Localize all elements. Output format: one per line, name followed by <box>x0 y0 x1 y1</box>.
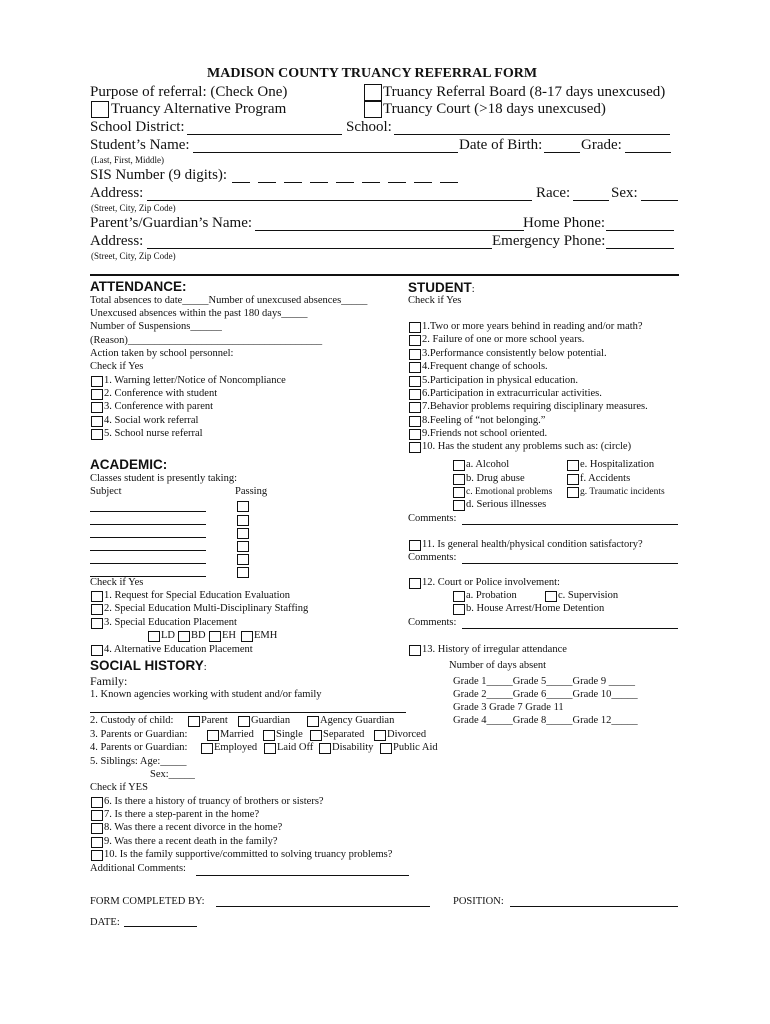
house-arrest-label: b. House Arrest/Home Detention <box>466 603 605 614</box>
work-laidoff-label: Laid Off <box>277 742 314 753</box>
student-check-if-yes: Check if Yes <box>408 295 462 306</box>
social-item-10-checkbox[interactable] <box>91 850 103 861</box>
total-absences-line: Total absences to date_____Number of unexcused absences_____ <box>90 295 368 306</box>
student-item-11-checkbox[interactable] <box>409 540 421 551</box>
academic-item-1-checkbox[interactable] <box>91 591 103 602</box>
academic-item-3: 3. Special Education Placement <box>104 617 237 628</box>
student-item-10: 10. Has the student any problems such as: (circle) <box>422 441 632 452</box>
siblings-sex-line: Sex:_____ <box>150 769 195 780</box>
probation-checkbox[interactable] <box>453 591 465 602</box>
attendance-item-2: 2. Conference with student <box>104 388 218 399</box>
attendance-item-3-checkbox[interactable] <box>91 402 103 413</box>
student-item-8-checkbox[interactable] <box>409 416 421 427</box>
subject-field-2[interactable] <box>90 524 206 525</box>
student-item-4-checkbox[interactable] <box>409 362 421 373</box>
problem-emotional-checkbox[interactable] <box>453 487 465 498</box>
social-item-9-checkbox[interactable] <box>91 837 103 848</box>
passing-checkbox-1[interactable] <box>237 501 249 512</box>
student-item-9: 9.Friends not school oriented. <box>422 428 548 439</box>
alternative-program-checkbox[interactable] <box>91 101 109 118</box>
custody-guardian-label: Guardian <box>251 715 291 726</box>
work-publicaid-checkbox[interactable] <box>380 743 392 754</box>
sis-label: SIS Number (9 digits): <box>90 167 228 183</box>
problem-hospitalization: e. Hospitalization <box>580 459 655 470</box>
status-divorced-checkbox[interactable] <box>374 730 386 741</box>
academic-item-4-checkbox[interactable] <box>91 645 103 656</box>
work-laidoff-checkbox[interactable] <box>264 743 276 754</box>
court-comments-field[interactable] <box>462 628 678 629</box>
student-heading-colon: : <box>471 284 475 295</box>
student-item-5: 5.Participation in physical education. <box>422 375 579 386</box>
student-item-4: 4.Frequent change of schools. <box>422 361 548 372</box>
probation-label: a. Probation <box>466 590 517 601</box>
subject-field-3[interactable] <box>90 537 206 538</box>
emergency-phone-label: Emergency Phone: <box>492 233 606 249</box>
family-label: Family: <box>90 674 128 688</box>
problem-accidents: f. Accidents <box>580 473 631 484</box>
grades-row-2: Grade 2_____Grade 6_____Grade 10_____ <box>453 689 638 700</box>
school-label: School: <box>346 119 392 135</box>
problem-traumatic-checkbox[interactable] <box>567 487 579 498</box>
subject-field-1[interactable] <box>90 511 206 512</box>
form-title: MADISON COUNTY TRUANCY REFERRAL FORM <box>207 66 538 81</box>
student-item-11: 11. Is general health/physical condition satisfactory? <box>422 539 643 550</box>
work-employed-checkbox[interactable] <box>201 743 213 754</box>
section-divider <box>90 274 679 276</box>
court-comments-label: Comments: <box>408 617 457 628</box>
health-comments-field[interactable] <box>462 563 678 564</box>
sex-field[interactable] <box>641 200 678 201</box>
status-married-checkbox[interactable] <box>207 730 219 741</box>
social-history-colon: : <box>203 662 207 673</box>
address-hint: (Street, City, Zip Code) <box>91 203 176 213</box>
problem-alcohol: a. Alcohol <box>466 459 510 470</box>
attendance-item-1: 1. Warning letter/Notice of Noncompliance <box>104 375 286 386</box>
passing-checkbox-6[interactable] <box>237 567 249 578</box>
academic-item-1: 1. Request for Special Education Evaluation <box>104 590 291 601</box>
additional-comments-field[interactable] <box>196 875 409 876</box>
suspensions-line: Number of Suspensions______ <box>90 321 222 332</box>
passing-checkbox-3[interactable] <box>237 528 249 539</box>
emergency-phone-field[interactable] <box>606 248 674 249</box>
student-heading: STUDENT <box>408 280 472 295</box>
supervision-label: c. Supervision <box>558 590 619 601</box>
placement-emh-checkbox[interactable] <box>241 631 253 642</box>
parent-name-field[interactable] <box>255 230 524 231</box>
reason-line: (Reason)_____________________________________ <box>90 335 323 346</box>
problem-traumatic: g. Traumatic incidents <box>580 487 665 497</box>
passing-checkbox-4[interactable] <box>237 541 249 552</box>
student-item-10-checkbox[interactable] <box>409 442 421 453</box>
agencies-field[interactable] <box>90 712 406 713</box>
social-item-10: 10. Is the family supportive/committed to solving truancy problems? <box>104 849 393 860</box>
race-field[interactable] <box>573 200 609 201</box>
parent-address-field[interactable] <box>147 248 492 249</box>
student-item-7: 7.Behavior problems requiring disciplinary measures. <box>422 401 648 412</box>
status-separated-checkbox[interactable] <box>310 730 322 741</box>
classes-label: Classes student is presently taking: <box>90 473 237 484</box>
problem-hospitalization-checkbox[interactable] <box>567 460 579 471</box>
status-separated-label: Separated <box>323 729 365 740</box>
parents-status-label: 3. Parents or Guardian: <box>90 729 188 740</box>
parent-address-label: Address: <box>90 233 144 249</box>
student-comments-label: Comments: <box>408 513 457 524</box>
social-item-8: 8. Was there a recent divorce in the home? <box>104 822 283 833</box>
student-name-field[interactable] <box>193 152 458 153</box>
academic-item-3-checkbox[interactable] <box>91 618 103 629</box>
problem-emotional: c. Emotional problems <box>466 487 553 497</box>
academic-item-4: 4. Alternative Education Placement <box>104 644 253 655</box>
student-item-6-checkbox[interactable] <box>409 389 421 400</box>
custody-agency-label: Agency Guardian <box>320 715 395 726</box>
passing-label: Passing <box>235 486 268 497</box>
dob-label: Date of Birth: <box>459 137 543 153</box>
academic-item-2-checkbox[interactable] <box>91 604 103 615</box>
placement-ld-checkbox[interactable] <box>148 631 160 642</box>
alternative-program-label: Truancy Alternative Program <box>111 101 287 117</box>
problem-illness: d. Serious illnesses <box>466 499 547 510</box>
school-district-label: School District: <box>90 119 185 135</box>
academic-heading: ACADEMIC: <box>90 457 168 472</box>
custody-parent-label: Parent <box>201 715 228 726</box>
custody-guardian-checkbox[interactable] <box>238 716 250 727</box>
student-item-8: 8.Feeling of “not belonging.” <box>422 415 546 426</box>
student-item-13: 13. History of irregular attendance <box>422 644 567 655</box>
grades-row-4: Grade 4_____Grade 8_____Grade 12_____ <box>453 715 638 726</box>
truancy-board-checkbox[interactable] <box>364 84 382 101</box>
status-single-label: Single <box>276 729 303 740</box>
days-absent-label: Number of days absent <box>449 660 547 671</box>
student-item-12: 12. Court or Police involvement: <box>422 577 560 588</box>
grade-field[interactable] <box>625 152 671 153</box>
grades-row-3: Grade 3 Grade 7 Grade 11 <box>453 702 564 713</box>
student-item-7-checkbox[interactable] <box>409 402 421 413</box>
supervision-checkbox[interactable] <box>545 591 557 602</box>
home-phone-field[interactable] <box>606 230 674 231</box>
grades-row-1: Grade 1_____Grade 5_____Grade 9 _____ <box>453 676 635 687</box>
sex-label: Sex: <box>611 185 638 201</box>
social-item-9: 9. Was there a recent death in the family? <box>104 836 278 847</box>
subject-field-4[interactable] <box>90 550 206 551</box>
attendance-item-4: 4. Social work referral <box>104 415 199 426</box>
custody-agency-checkbox[interactable] <box>307 716 319 727</box>
placement-ld-label: LD <box>161 630 175 641</box>
address-field[interactable] <box>147 200 532 201</box>
siblings-age-line: 5. Siblings: Age:_____ <box>90 756 187 767</box>
attendance-item-1-checkbox[interactable] <box>91 376 103 387</box>
placement-bd-label: BD <box>191 630 206 641</box>
attendance-item-5-checkbox[interactable] <box>91 429 103 440</box>
parent-address-hint: (Street, City, Zip Code) <box>91 251 176 261</box>
academic-item-2: 2. Special Education Multi-Disciplinary Staffing <box>104 603 309 614</box>
completed-by-field[interactable] <box>216 906 430 907</box>
work-disability-label: Disability <box>332 742 374 753</box>
purpose-label: Purpose of referral: (Check One) <box>90 84 288 100</box>
attendance-item-4-checkbox[interactable] <box>91 416 103 427</box>
custody-parent-checkbox[interactable] <box>188 716 200 727</box>
placement-eh-label: EH <box>222 630 236 641</box>
attendance-check-if-yes: Check if Yes <box>90 361 144 372</box>
work-publicaid-label: Public Aid <box>393 742 438 753</box>
additional-comments-label: Additional Comments: <box>90 863 186 874</box>
custody-label: 2. Custody of child: <box>90 715 174 726</box>
action-taken-label: Action taken by school personnel: <box>90 348 234 359</box>
problem-accidents-checkbox[interactable] <box>567 474 579 485</box>
social-item-7-checkbox[interactable] <box>91 810 103 821</box>
completed-by-label: FORM COMPLETED BY: <box>90 896 205 907</box>
grade-label: Grade: <box>581 137 622 153</box>
position-label: POSITION: <box>453 896 504 907</box>
problem-illness-checkbox[interactable] <box>453 500 465 511</box>
status-single-checkbox[interactable] <box>263 730 275 741</box>
student-item-6: 6.Participation in extracurricular activities. <box>422 388 602 399</box>
placement-emh-label: EMH <box>254 630 278 641</box>
passing-checkbox-5[interactable] <box>237 554 249 565</box>
truancy-court-label: Truancy Court (>18 days unexcused) <box>383 101 606 117</box>
health-comments-label: Comments: <box>408 552 457 563</box>
placement-eh-checkbox[interactable] <box>209 631 221 642</box>
subject-field-5[interactable] <box>90 563 206 564</box>
school-field[interactable] <box>394 134 670 135</box>
truancy-court-checkbox[interactable] <box>364 101 382 118</box>
student-item-12-checkbox[interactable] <box>409 578 421 589</box>
address-label: Address: <box>90 185 144 201</box>
date-label: DATE: <box>90 917 120 928</box>
attendance-item-2-checkbox[interactable] <box>91 389 103 400</box>
student-item-1-checkbox[interactable] <box>409 322 421 333</box>
house-arrest-checkbox[interactable] <box>453 604 465 615</box>
social-check-if-yes: Check if YES <box>90 782 148 793</box>
social-item-1: 1. Known agencies working with student and/or family <box>90 689 322 700</box>
attendance-heading: ATTENDANCE: <box>90 279 187 294</box>
student-item-2-checkbox[interactable] <box>409 335 421 346</box>
work-disability-checkbox[interactable] <box>319 743 331 754</box>
dob-field[interactable] <box>544 152 580 153</box>
social-history-heading: SOCIAL HISTORY <box>90 658 204 673</box>
student-item-9-checkbox[interactable] <box>409 429 421 440</box>
unexcused-180-line: Unexcused absences within the past 180 days_____ <box>90 308 308 319</box>
student-item-2: 2. Failure of one or more school years. <box>422 334 585 345</box>
student-comments-field[interactable] <box>462 524 678 525</box>
student-name-label: Student’s Name: <box>90 137 190 153</box>
student-item-3: 3.Performance consistently below potential. <box>422 348 607 359</box>
position-field[interactable] <box>510 906 678 907</box>
social-item-6: 6. Is there a history of truancy of brothers or sisters? <box>104 796 324 807</box>
social-history-heading-group <box>90 657 207 675</box>
passing-checkbox-2[interactable] <box>237 515 249 526</box>
social-item-7: 7. Is there a step-parent in the home? <box>104 809 260 820</box>
status-divorced-label: Divorced <box>387 729 427 740</box>
status-married-label: Married <box>220 729 254 740</box>
school-district-field[interactable] <box>187 134 342 135</box>
attendance-item-5: 5. School nurse referral <box>104 428 203 439</box>
social-item-6-checkbox[interactable] <box>91 797 103 808</box>
academic-check-if-yes: Check if Yes <box>90 577 144 588</box>
name-hint: (Last, First, Middle) <box>91 155 164 165</box>
date-field[interactable] <box>124 926 197 927</box>
social-item-8-checkbox[interactable] <box>91 823 103 834</box>
home-phone-label: Home Phone: <box>523 215 606 231</box>
problem-alcohol-checkbox[interactable] <box>453 460 465 471</box>
problem-drug: b. Drug abuse <box>466 473 525 484</box>
attendance-item-3: 3. Conference with parent <box>104 401 214 412</box>
student-item-13-checkbox[interactable] <box>409 645 421 656</box>
student-item-1: 1.Two or more years behind in reading and/or math? <box>422 321 643 332</box>
truancy-board-label: Truancy Referral Board (8-17 days unexcused) <box>383 84 666 100</box>
student-item-3-checkbox[interactable] <box>409 349 421 360</box>
problem-drug-checkbox[interactable] <box>453 474 465 485</box>
subject-label: Subject <box>90 486 122 497</box>
student-item-5-checkbox[interactable] <box>409 376 421 387</box>
race-label: Race: <box>536 185 571 201</box>
placement-bd-checkbox[interactable] <box>178 631 190 642</box>
parent-name-label: Parent’s/Guardian’s Name: <box>90 215 253 231</box>
work-employed-label: Employed <box>214 742 258 753</box>
parents-work-label: 4. Parents or Guardian: <box>90 742 188 753</box>
